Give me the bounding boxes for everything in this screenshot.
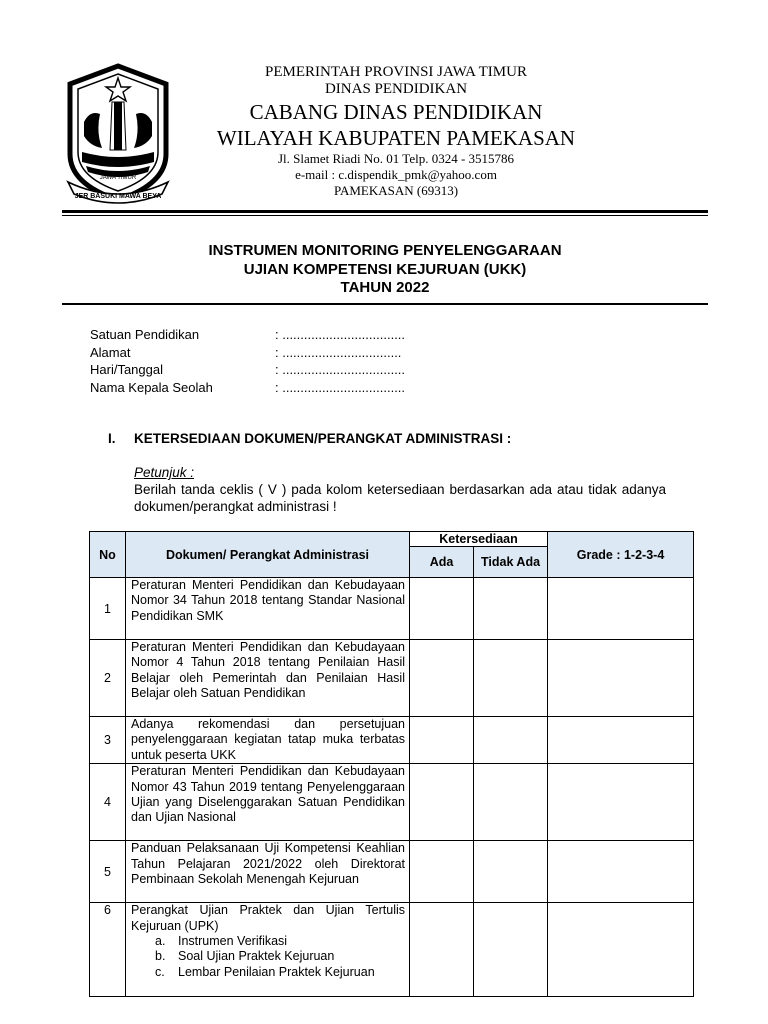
- tidak-ada-check-cell[interactable]: [474, 578, 548, 640]
- header-availability: Ketersediaan: [410, 532, 548, 547]
- tidak-ada-check-cell[interactable]: [474, 764, 548, 841]
- info-row-address: [90, 344, 690, 362]
- row-document: Panduan Pelaksanaan Uji Kompetensi Keahlian Tahun Pelajaran 2021/2022 oleh Direktorat Pembinaan Sekolah Menengah Kejuruan: [126, 841, 410, 903]
- tidak-ada-check-cell[interactable]: [474, 640, 548, 717]
- grade-cell[interactable]: [548, 764, 694, 841]
- emblem-top-text: JAWA TIMUR: [99, 175, 137, 181]
- section-title-text: KETERSEDIAAN DOKUMEN/PERANGKAT ADMINISTRASI :: [134, 431, 512, 446]
- document-title: [62, 242, 708, 298]
- info-label: Satuan Pendidikan: [90, 327, 200, 342]
- sub-item-letter: b.: [155, 949, 166, 964]
- info-value-blank: : ..................................: [275, 380, 406, 396]
- header-ada: Ada: [410, 547, 474, 578]
- ada-check-cell[interactable]: [410, 717, 474, 764]
- sub-item-text: Soal Ujian Praktek Kejuruan: [178, 949, 335, 964]
- sub-item: [131, 934, 405, 949]
- sub-item-list: [131, 934, 405, 980]
- info-row-date: [90, 361, 690, 379]
- header-document: Dokumen/ Perangkat Administrasi: [126, 532, 410, 578]
- info-label: Hari/Tanggal: [90, 362, 163, 378]
- title-divider: [62, 303, 708, 305]
- tidak-ada-check-cell[interactable]: [474, 903, 548, 997]
- email-line: e-mail : c.dispendik_pmk@yahoo.com: [295, 167, 497, 182]
- emblem-ribbon-text: JER BASUKI MAWA BEYA: [74, 193, 162, 200]
- info-value-blank: : ..................................: [275, 362, 406, 378]
- row-number: 4: [90, 764, 126, 841]
- letterhead-text: [178, 64, 614, 199]
- table-row: [90, 578, 694, 640]
- sub-item-letter: c.: [155, 964, 165, 979]
- address-line: Jl. Slamet Riadi No. 01 Telp. 0324 - 3515786: [277, 151, 515, 166]
- section-number: I.: [108, 431, 116, 446]
- header-tidak-ada: Tidak Ada: [474, 547, 548, 578]
- letterhead-divider-thin: [62, 215, 708, 216]
- row-number: 6: [90, 903, 126, 997]
- tidak-ada-check-cell[interactable]: [474, 841, 548, 903]
- ada-check-cell[interactable]: [410, 841, 474, 903]
- province-name: PEMERINTAH PROVINSI JAWA TIMUR: [265, 64, 527, 80]
- row-document-text: Perangkat Ujian Praktek dan Ujian Tertulis Kejuruan (UPK): [131, 903, 405, 933]
- sub-item-text: Lembar Penilaian Praktek Kejuruan: [178, 964, 375, 979]
- city-line: PAMEKASAN (69313): [333, 183, 459, 198]
- info-value-blank: : .................................: [275, 344, 402, 360]
- row-number: 2: [90, 640, 126, 717]
- sub-item-text: Instrumen Verifikasi: [178, 934, 288, 949]
- table-row: [90, 640, 694, 717]
- row-number: 5: [90, 841, 126, 903]
- agency-name: DINAS PENDIDIKAN: [324, 81, 468, 97]
- header-no: No: [90, 532, 126, 578]
- table-row: [90, 717, 694, 764]
- row-document: [126, 903, 410, 997]
- ada-check-cell[interactable]: [410, 578, 474, 640]
- instructions-text: Berilah tanda ceklis ( V ) pada kolom ketersediaan berdasarkan ada atau tidak adanya dokumen/perangkat administrasi !: [134, 482, 666, 514]
- info-label: Nama Kepala Seolah: [90, 380, 213, 396]
- row-document: Adanya rekomendasi dan persetujuan penyelenggaraan kegiatan tatap muka terbatas untuk peserta UKK: [126, 717, 410, 764]
- sub-item: [131, 965, 405, 980]
- row-number: 1: [90, 578, 126, 640]
- info-row-principal: [90, 379, 690, 397]
- sub-item: [131, 949, 405, 964]
- table-row: [90, 764, 694, 841]
- sub-item-letter: a.: [155, 934, 166, 949]
- row-document: Peraturan Menteri Pendidikan dan Kebudayaan Nomor 43 Tahun 2019 tentang Penyelenggaraan Ujian yang Diselenggarakan Satuan Pendidikan dan Ujian Nasional: [126, 764, 410, 841]
- title-line-2: UJIAN KOMPETENSI KEJURUAN (UKK): [243, 260, 527, 278]
- letterhead: [0, 0, 768, 220]
- row-document: Peraturan Menteri Pendidikan dan Kebudayaan Nomor 4 Tahun 2018 tentang Penilaian Hasil Belajar oleh Pemerintah dan Penilaian Hasil Belajar oleh Satuan Pendidikan: [126, 640, 410, 717]
- letterhead-divider-thick: [62, 210, 708, 213]
- header-grade: Grade : 1-2-3-4: [548, 532, 694, 578]
- ada-check-cell[interactable]: [410, 764, 474, 841]
- row-document: Peraturan Menteri Pendidikan dan Kebudayaan Nomor 34 Tahun 2018 tentang Standar Nasional Pendidikan SMK: [126, 578, 410, 640]
- instructions: [134, 464, 666, 515]
- row-number: 3: [90, 717, 126, 764]
- region-name: WILAYAH KABUPATEN PAMEKASAN: [216, 126, 576, 150]
- grade-cell[interactable]: [548, 578, 694, 640]
- info-row-school: [90, 326, 690, 344]
- grade-cell[interactable]: [548, 717, 694, 764]
- section-heading: [108, 431, 511, 446]
- table-row: [90, 841, 694, 903]
- title-line-1: INSTRUMEN MONITORING PENYELENGGARAAN: [208, 242, 562, 259]
- ada-check-cell[interactable]: [410, 903, 474, 997]
- info-fields: [90, 326, 690, 397]
- title-line-3: TAHUN 2022: [340, 279, 430, 296]
- grade-cell[interactable]: [548, 903, 694, 997]
- instructions-label: Petunjuk :: [134, 465, 195, 480]
- info-label: Alamat: [90, 344, 131, 360]
- jawa-timur-emblem-icon: [62, 62, 174, 208]
- grade-cell[interactable]: [548, 841, 694, 903]
- table-row: [90, 903, 694, 997]
- ada-check-cell[interactable]: [410, 640, 474, 717]
- branch-name: CABANG DINAS PENDIDIKAN: [249, 100, 543, 124]
- tidak-ada-check-cell[interactable]: [474, 717, 548, 764]
- administration-checklist-table: [89, 531, 694, 997]
- info-value-blank: : ..................................: [275, 327, 406, 342]
- grade-cell[interactable]: [548, 640, 694, 717]
